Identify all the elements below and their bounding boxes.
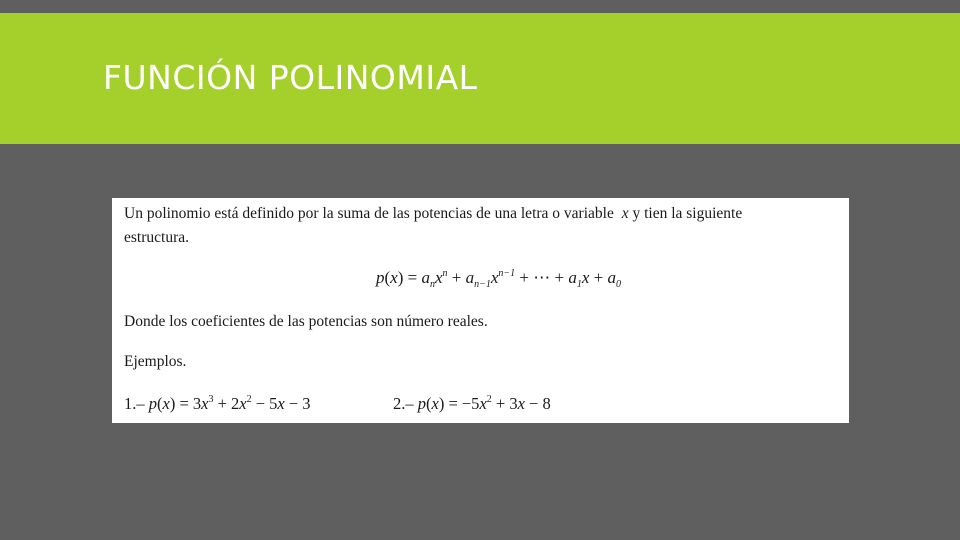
definition-tail: y tien la siguiente [632, 205, 743, 222]
definition-text: Un polinomio está definido por la suma de las potencias de una letra o variable [124, 205, 614, 222]
example-2-number: 2.– [393, 394, 414, 413]
example-2-formula: $p(x) = -5x^2 + 3x - 8$ [417, 394, 551, 413]
examples-label: Ejemplos. [124, 353, 187, 370]
example-1-number: 1.– [124, 394, 145, 413]
definition-line [124, 205, 742, 223]
definition-line-2: estructura. [124, 229, 189, 246]
definition-variable: x [621, 205, 629, 222]
example-1-formula: $p(x) = 3x^3 + 2x^2 - 5x - 3$ [148, 394, 311, 413]
slide-title: FUNCIÓN POLINOMIAL [103, 58, 478, 97]
example-2 [393, 394, 551, 414]
coefficients-line: Donde los coeficientes de las potencias son número reales. [124, 313, 488, 330]
content-image-card [112, 198, 849, 423]
example-1 [124, 394, 311, 414]
polynomial-general-formula: $p(x) = a_nx^n + a_{n-1}x^{n-1}$ + ⋯ + $a_1x + a_0$ [376, 268, 621, 290]
